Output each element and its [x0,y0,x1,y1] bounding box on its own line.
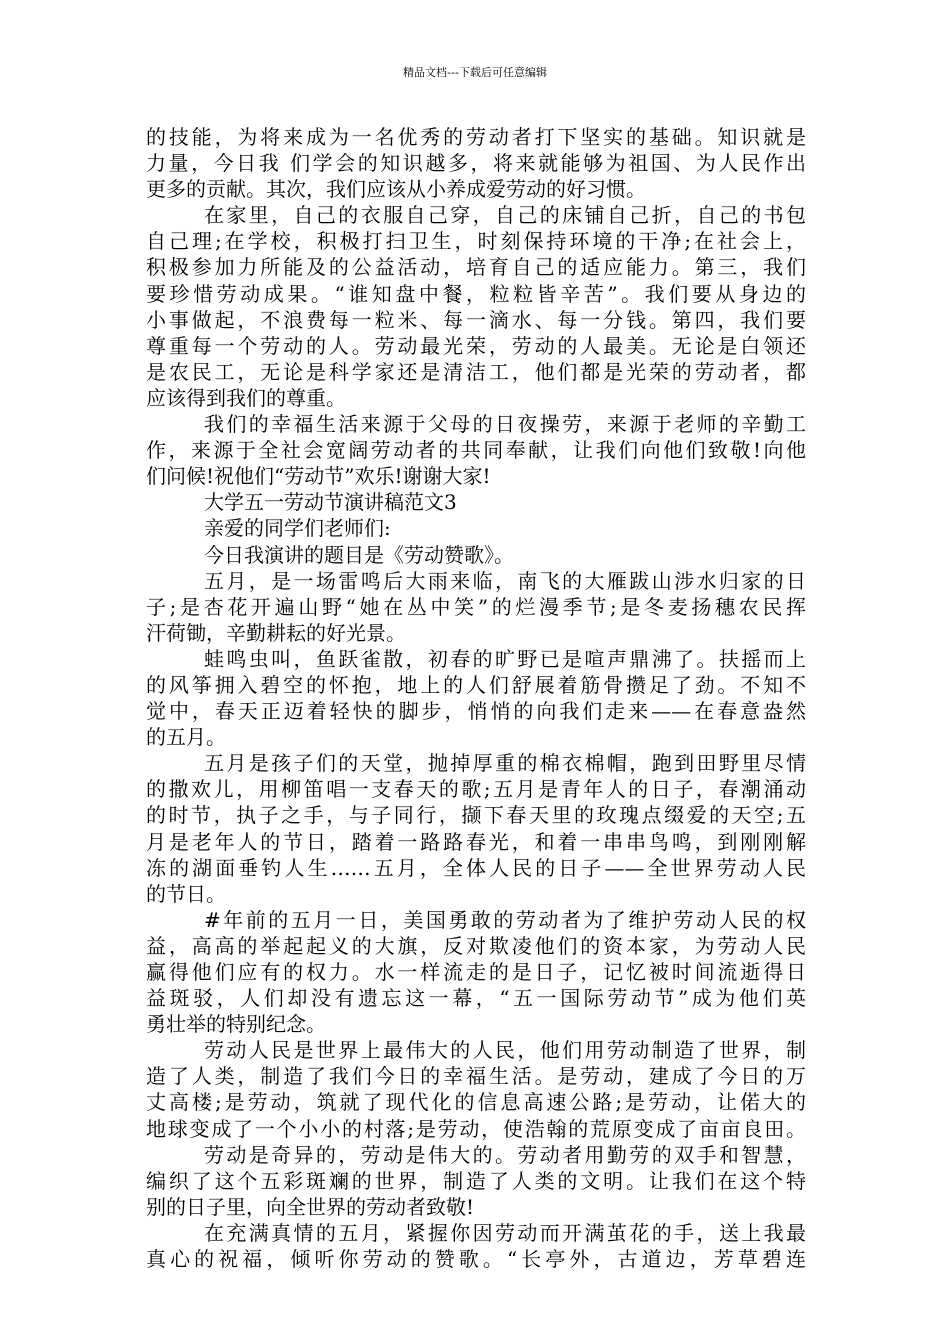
text-line: 们问候!祝他们“劳动节”欢乐!谢谢大家! [146,464,491,489]
text-line: 汗荷锄，辛勤耕耘的好光景。 [146,620,406,645]
text-line: 要珍惜劳动成果。“谁知盘中餐，粒粒皆辛苦”。我们要从身边的 [146,281,806,306]
text-line: 尊重每一个劳动的人。劳动最光荣，劳动的人最美。无论是白领还 [146,333,806,358]
text-line: 益，高高的举起起义的大旗，反对欺凌他们的资本家，为劳动人民 [146,933,806,958]
text-line: 的撒欢儿，用柳笛唱一支春天的歌;五月是青年人的日子，春潮涌动 [146,777,806,802]
text-line: 应该得到我们的尊重。 [146,385,346,410]
paragraph-first-line: 亲爱的同学们老师们: [204,516,391,541]
text-line: 赢得他们应有的权力。水一样流走的是日子，记忆被时间流逝得日 [146,960,806,984]
paragraph-first-line: 劳动人民是世界上最伟大的人民，他们用劳动制造了世界，制 [204,1038,806,1063]
text-line: 月是老年人的节日，踏着一路路春光，和着一串串鸟鸣，到刚刚解 [146,829,806,854]
paragraph-first-line: 大学五一劳动节演讲稿范文3 [204,490,457,515]
paragraph-first-line: 在充满真情的五月，紧握你因劳动而开满茧花的手，送上我最 [204,1220,806,1245]
text-line: 的风筝拥入碧空的怀抱，地上的人们舒展着筋骨攒足了劲。不知不 [146,672,806,697]
text-line: 自己理;在学校，积极打扫卫生，时刻保持环境的干净;在社会上， [146,229,806,254]
text-line: 是农民工，无论是科学家还是清洁工，他们都是光荣的劳动者，都 [146,359,806,384]
text-line: 的时节，执子之手，与子同行，撷下春天里的玫瑰点缀爱的天空;五 [146,803,806,828]
text-line: 地球变成了一个小小的村落;是劳动，使浩翰的荒原变成了亩亩良田。 [146,1116,806,1141]
text-line: 造了人类，制造了我们今日的幸福生活。是劳动，建成了今日的万 [146,1064,806,1089]
text-line: 勇壮举的特别纪念。 [146,1012,326,1037]
text-line: 的五月。 [146,725,226,750]
text-line: 积极参加力所能及的公益活动，培育自己的适应能力。第三，我们 [146,255,806,280]
paragraph-first-line: 劳动是奇异的，劳动是伟大的。劳动者用勤劳的双手和智慧， [204,1142,806,1167]
text-line: 真心的祝福，倾听你劳动的赞歌。“长亭外，古道边，芳草碧连 [146,1247,806,1272]
paragraph-first-line: 我们的幸福生活来源于父母的日夜操劳，来源于老师的辛勤工 [204,412,806,437]
document-body [146,124,806,1272]
text-line: 作，来源于全社会宽阔劳动者的共同奉献，让我们向他们致敬!向他 [146,438,806,463]
text-line: 冻的湖面垂钓人生……五月，全体人民的日子——全世界劳动人民 [146,855,806,880]
text-line: 丈高楼;是劳动，筑就了现代化的信息高速公路;是劳动，让偌大的 [146,1090,806,1115]
paragraph-first-line: #年前的五月一日，美国勇敢的劳动者为了维护劳动人民的权 [204,907,806,932]
paragraph-first-line: 今日我演讲的题目是《劳动赞歌》。 [204,542,514,567]
text-line: 小事做起，不浪费每一粒米、每一滴水、每一分钱。第四，我们要 [146,307,806,332]
text-line: 的节日。 [146,881,226,906]
text-line: 觉中，春天正迈着轻快的脚步，悄悄的向我们走来——在春意盎然 [146,699,806,724]
page-header: 精品文档---下载后可任意编辑 [403,66,547,79]
text-line: 益斑驳，人们却没有遗忘这一幕，“五一国际劳动节”成为他们英 [146,986,806,1011]
text-line: 别的日子里，向全世界的劳动者致敬! [146,1194,475,1219]
text-line: 编织了这个五彩斑斓的世界，制造了人类的文明。让我们在这个特 [146,1168,806,1193]
text-line: 子;是杏花开遍山野“她在丛中笑”的烂漫季节;是冬麦扬穗农民挥 [146,594,806,619]
paragraph-first-line: 五月，是一场雷鸣后大雨来临，南飞的大雁跋山涉水归家的日 [204,568,806,593]
text-line: 的技能，为将来成为一名优秀的劳动者打下坚实的基础。知识就是 [146,125,806,149]
paragraph-first-line: 蛙鸣虫叫，鱼跃雀散，初春的旷野已是喧声鼎沸了。扶摇而上 [204,646,806,671]
paragraph-first-line: 五月是孩子们的天堂，抛掉厚重的棉衣棉帽，跑到田野里尽情 [204,751,806,776]
paragraph-first-line: 在家里，自己的衣服自己穿，自己的床铺自己折，自己的书包 [204,203,806,228]
text-line: 更多的贡献。其次，我们应该从小养成爱劳动的好习惯。 [146,177,646,202]
text-line: 力量，今日我 们学会的知识越多，将来就能够为祖国、为人民作出 [146,151,806,176]
